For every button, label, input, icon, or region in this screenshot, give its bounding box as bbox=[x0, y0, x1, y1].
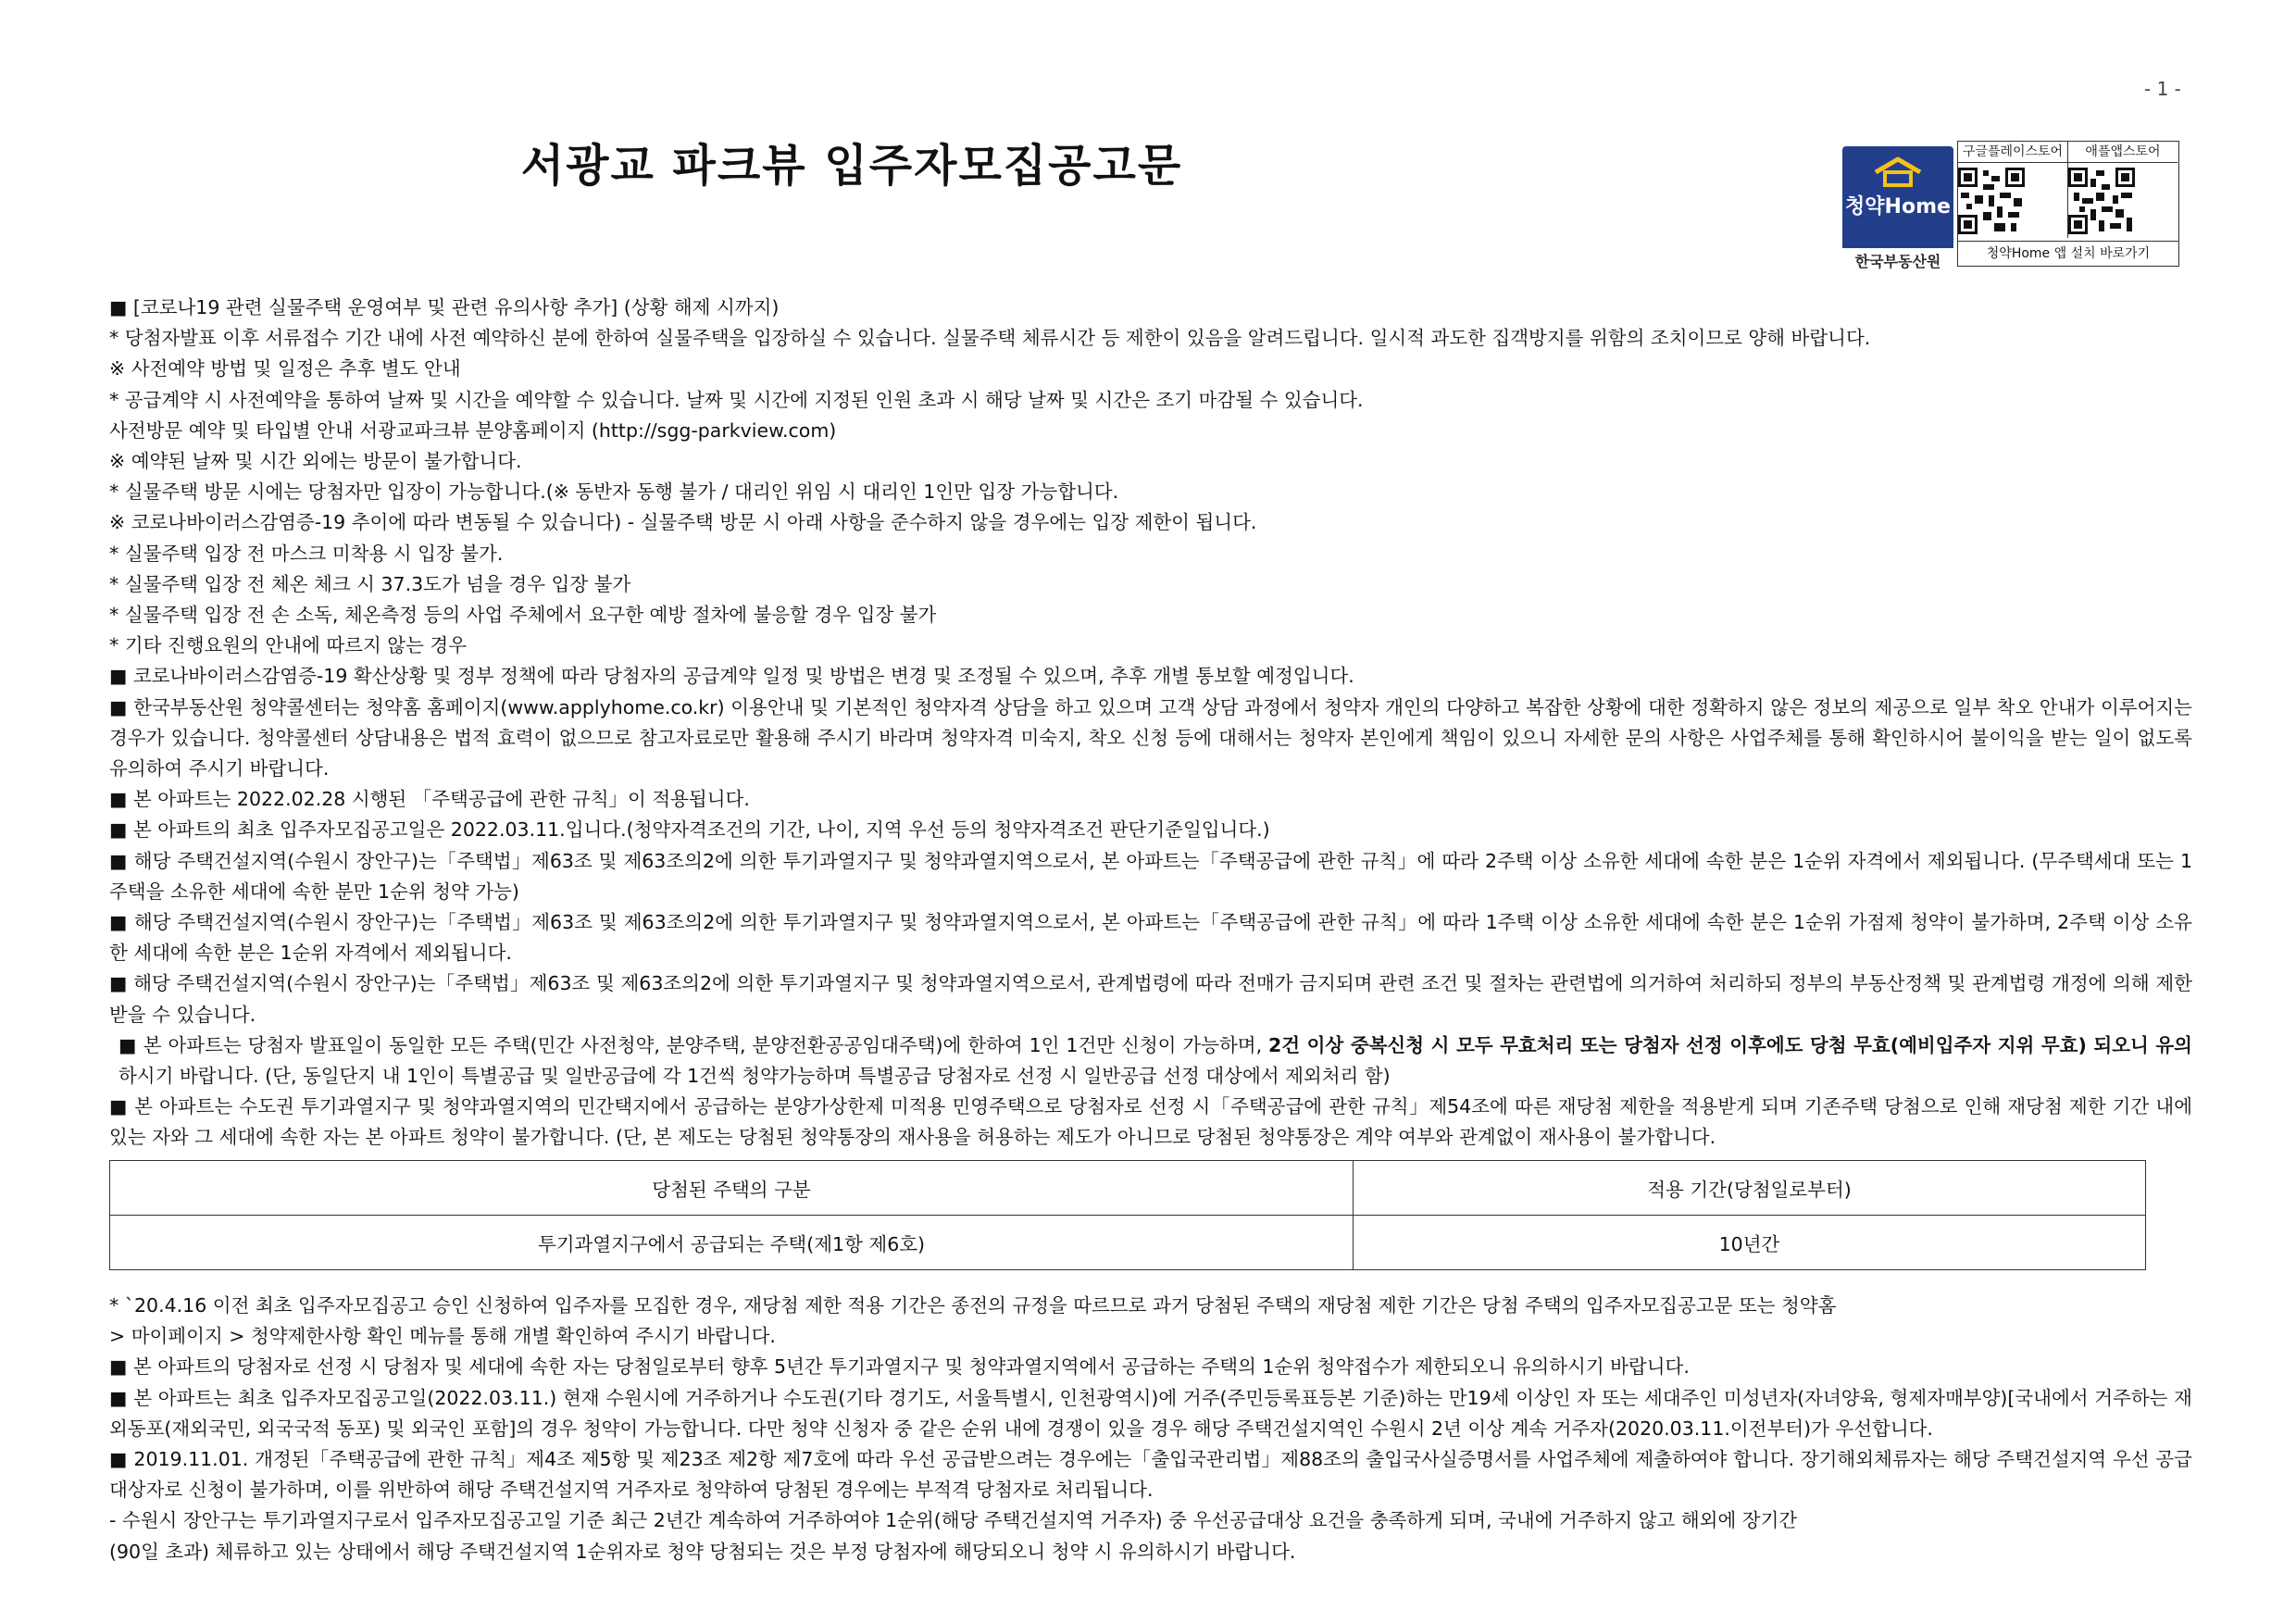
page-title: 서광교 파크뷰 입주자모집공고문 bbox=[520, 140, 1183, 192]
table-header: 당첨된 주택의 구분 bbox=[110, 1161, 1354, 1216]
apple-store-label: 애플앱스토어 bbox=[2068, 142, 2177, 163]
zone-paragraph-1: ■ 해당 주택건설지역(수원시 장안구)는「주택법」제63조 및 제63조의2에 의한 투기과열지구 및 청약과열지역으로서, 본 아파트는「주택공급에 관한 규칙」에 따라 2주택 이상 소유한 세대에 속한 분은 1순위 자격에서 제외됩니다. (무주택세대 또는 1주택을 소유한 세대에 속한 분만 1순위 청약 가능) bbox=[109, 849, 2192, 903]
notice-body-top bbox=[109, 293, 2192, 1154]
text-line: * `20.4.16 이전 최초 입주자모집공고 승인 신청하여 입주자를 모집한 경우, 재당첨 제한 적용 기간은 종전의 규정을 따르므로 과거 당첨된 주택의 재당첨 제한 기간은 당첨 주택의 입주자모집공고문 또는 청약홈 bbox=[109, 1294, 1837, 1317]
table-header: 적용 기간(당첨일로부터) bbox=[1354, 1161, 2146, 1216]
text-line: ※ 사전예약 방법 및 일정은 추후 별도 안내 bbox=[109, 357, 461, 381]
date-line: ■ 본 아파트의 최초 입주자모집공고일은 2022.03.11.입니다.(청약자격조건의 기간, 나이, 지역 우선 등의 청약자격조건 판단기준일입니다.) bbox=[109, 818, 1270, 842]
notice-body-bottom bbox=[109, 1291, 2192, 1567]
text-line: ■ [코로나19 관련 실물주택 운영여부 및 관련 유의사항 추가] (상황 해제 시까지) bbox=[109, 296, 780, 318]
text-line: > 마이페이지 > 청약제한사항 확인 메뉴를 통해 개별 확인하여 주시기 바랍니다. bbox=[109, 1325, 776, 1348]
table-row bbox=[110, 1216, 2146, 1270]
text-line: * 실물주택 입장 전 마스크 미착용 시 입장 불가. bbox=[109, 542, 504, 565]
duplicate-text-a: ■ 본 아파트는 당첨자 발표일이 동일한 모든 주택(민간 사전청약, 분양주택, 분양전환공공임대주택)에 한하여 1인 1건만 신청이 가능하며, bbox=[119, 1033, 1269, 1056]
duplicate-text-b: 하시기 바랍니다. (단, 동일단지 내 1인이 특별공급 및 일반공급에 각 1건씩 청약가능하며 특별공급 당첨자로 선정 시 일반공급 선정 대상에서 제외처리 함) bbox=[119, 1065, 1391, 1088]
rewin-table bbox=[109, 1160, 2146, 1270]
text-line: - 수원시 장안구는 투기과열지구로서 입주자모집공고일 기준 최근 2년간 계속하여 거주하여야 1순위(해당 주택건설지역 거주자) 중 우선공급대상 요건을 충족하게 되며, 국내에 거주하지 않고 해외에 장기간 bbox=[109, 1509, 1798, 1532]
page-number: - 1 - bbox=[2144, 78, 2181, 100]
table-cell: 투기과열지구에서 공급되는 주택(제1항 제6호) bbox=[110, 1216, 1354, 1270]
text-line: * 공급계약 시 사전예약을 통하여 날짜 및 시간을 예약할 수 있습니다. 날짜 및 시간에 지정된 인원 초과 시 해당 날짜 및 시간은 조기 마감될 수 있습니다. bbox=[109, 388, 1364, 411]
rewin-paragraph: ■ 본 아파트는 수도권 투기과열지구 및 청약과열지역의 민간택지에서 공급하는 분양가상한제 미적용 민영주택으로 당첨자로 선정 시「주택공급에 관한 규칙」제54조에 따른 재당첨 제한을 적용받게 되며 기존주택 당첨으로 인해 재당첨 제한 기간 내에 있는 자와 그 세대에 속한 자는 본 아파트 청약이 불가합니다. (단, 본 제도는 당첨된 청약통장의 재사용을 허용하는 제도가 아니므로 당첨된 청약통장은 계약 여부와 관계없이 재사용이 불가합니다. bbox=[109, 1095, 2192, 1149]
zone-paragraph-2: ■ 해당 주택건설지역(수원시 장안구)는「주택법」제63조 및 제63조의2에 의한 투기과열지구 및 청약과열지역으로서, 본 아파트는「주택공급에 관한 규칙」에 따라 1주택 이상 소유한 세대에 속한 분은 1순위 가점제 청약이 불가하며, 2주택 이상 소유한 세대에 속한 분은 1순위 자격에서 제외됩니다. bbox=[109, 911, 2192, 965]
text-line: * 실물주택 입장 전 손 소독, 체온측정 등의 사업 주체에서 요구한 예방 절차에 불응할 경우 입장 불가 bbox=[109, 604, 937, 627]
qr-panel bbox=[1957, 141, 2179, 267]
zone-paragraph-3: ■ 해당 주택건설지역(수원시 장안구)는「주택법」제63조 및 제63조의2에 의한 투기과열지구 및 청약과열지역으로서, 관계법령에 따라 전매가 금지되며 관련 조건 및 절차는 관련법에 의거하여 처리하되 정부의 부동산정책 및 관계법령 개정에 의해 제한받을 수 있습니다. bbox=[109, 972, 2192, 1026]
text-line: ※ 예약된 날짜 및 시간 외에는 방문이 불가합니다. bbox=[109, 450, 522, 473]
text-line: (90일 초과) 체류하고 있는 상태에서 해당 주택건설지역 1순위자로 청약 당첨되는 것은 부정 당첨자에 해당되오니 청약 시 유의하시기 바랍니다. bbox=[109, 1540, 1296, 1563]
duplicate-warning: 2건 이상 중복신청 시 모두 무효처리 또는 당첨자 선정 이후에도 당첨 무효(예비입주자 지위 무효) 되오니 유의 bbox=[1268, 1033, 2192, 1056]
callcenter-paragraph: ■ 한국부동산원 청약콜센터는 청약홈 홈페이지(www.applyhome.co.kr) 이용안내 및 기본적인 청약자격 상담을 하고 있으며 고객 상담 과정에서 청약자 개인의 다양하고 복잡한 상황에 대한 정확하지 않은 정보의 제공으로 일부 착오 안내가 이루어지는 경우가 있습니다. 청약콜센터 상담내용은 법적 효력이 없으므로 참고자료로만 활용해 주시기 바라며 청약자격 미숙지, 착오 신청 등에 대해서는 청약자 본인에게 책임이 있으니 자세한 문의 사항은 사업주체를 통해 확인하시어 불이익을 받는 일이 없도록 유의하여 주시기 바랍니다. bbox=[109, 695, 2192, 780]
text-line: * 기타 진행요원의 안내에 따르지 않는 경우 bbox=[109, 634, 467, 657]
duplicate-paragraph bbox=[109, 1030, 2192, 1092]
house-icon bbox=[1870, 156, 1926, 187]
text-line: * 실물주택 입장 전 체온 체크 시 37.3도가 넘을 경우 입장 불가 bbox=[109, 572, 631, 595]
text-line: ※ 코로나바이러스감염증-19 추이에 따라 변동될 수 있습니다) - 실물주택 방문 시 아래 사항을 준수하지 않을 경우에는 입장 제한이 됩니다. bbox=[109, 511, 1257, 534]
logo-org: 한국부동산원 bbox=[1854, 253, 1941, 270]
text-line: ■ 코로나바이러스감염증-19 확산상황 및 정부 정책에 따라 당첨자의 공급계약 일정 및 방법은 변경 및 조정될 수 있으며, 추후 개별 통보할 예정입니다. bbox=[109, 665, 1354, 688]
qr-code-icon[interactable] bbox=[1958, 168, 2025, 234]
text-line: * 실물주택 방문 시에는 당첨자만 입장이 가능합니다.(※ 동반자 동행 불가 / 대리인 위임 시 대리인 1인만 입장 가능합니다. bbox=[109, 481, 1119, 504]
applyhome-logo bbox=[1842, 146, 1953, 248]
qr-caption: 청약Home 앱 설치 바로가기 bbox=[1958, 241, 2178, 266]
google-store-label: 구글플레이스토어 bbox=[1958, 142, 2067, 163]
table-cell: 10년간 bbox=[1354, 1216, 2146, 1270]
qr-code-icon[interactable] bbox=[2068, 168, 2135, 234]
table-header-row bbox=[110, 1161, 2146, 1216]
text-line: 사전방문 예약 및 타입별 안내 서광교파크뷰 분양홈페이지 (http://sgg-parkview.com) bbox=[109, 418, 837, 442]
logo-brand: 청약Home bbox=[1845, 195, 1951, 218]
rule-line: ■ 본 아파트는 2022.02.28 시행된 「주택공급에 관한 규칙」이 적용됩니다. bbox=[109, 788, 750, 811]
text-line: ■ 본 아파트의 당첨자로 선정 시 당첨자 및 세대에 속한 자는 당첨일로부터 향후 5년간 투기과열지구 및 청약과열지역에서 공급하는 주택의 1순위 청약접수가 제한되오니 유의하시기 바랍니다. bbox=[109, 1355, 1690, 1379]
text-line: * 당첨자발표 이후 서류접수 기간 내에 사전 예약하신 분에 한하여 실물주택을 입장하실 수 있습니다. 실물주택 체류시간 등 제한이 있음을 알려드립니다. 일시적 과도한 집객방지를 위함의 조치이므로 양해 바랍니다. bbox=[109, 327, 1871, 350]
resident-paragraph: ■ 본 아파트는 최초 입주자모집공고일(2022.03.11.) 현재 수원시에 거주하거나 수도권(기타 경기도, 서울특별시, 인천광역시)에 거주(주민등록표등본 기준)하는 만19세 이상인 자 또는 세대주인 미성년자(자녀양육, 형제자매부양)[국내에서 거주하는 재외동포(재외국민, 외국국적 동포) 및 외국인 포함]의 경우 청약이 가능합니다. 다만 청약 신청자 중 같은 순위 내에 경쟁이 있을 경우 해당 주택건설지역인 수원시 2년 이상 계속 거주자(2020.03.11.이전부터)가 우선합니다. bbox=[109, 1386, 2192, 1440]
abroad-paragraph: ■ 2019.11.01. 개정된「주택공급에 관한 규칙」제4조 제5항 및 제23조 제2항 제7호에 따라 우선 공급받으려는 경우에는「출입국관리법」제88조의 출입국사실증명서를 사업주체에 제출하여야 합니다. 장기해외체류자는 해당 주택건설지역 우선 공급 대상자로 신청이 불가하며, 이를 위반하여 해당 주택건설지역 거주자로 청약하여 당첨된 경우에는 부적격 당첨자로 처리됩니다. bbox=[109, 1448, 2192, 1502]
